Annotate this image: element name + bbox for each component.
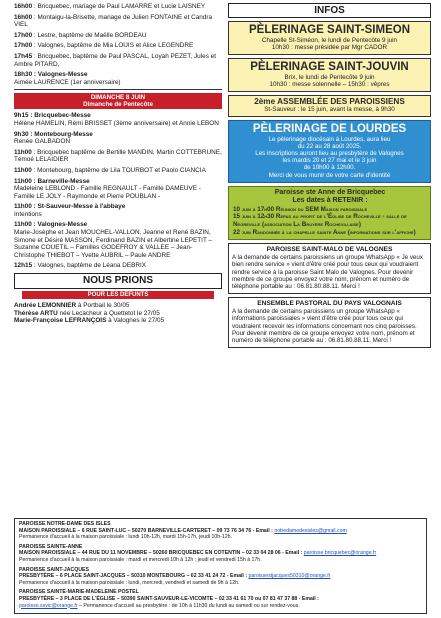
schedule-entry: 12h15 : Valognes, baptême de Léana DEBRIX	[14, 262, 147, 270]
defunts-band: POUR LES DÉFUNTS	[22, 291, 214, 299]
schedule-entry: 9h15 : Bricquebec-Messe Hélène HAMELIN, Rémi BRISSET (3ème anniversaire) et Annie LEBON	[14, 112, 219, 127]
lourdes-text: Le pèlerinage diocésain à Lourdes, aura lieu du 22 au 28 août 2025. Les inscriptions auront lieu au presbytère de Valognes les mardis 20 et 27 mai et le 3 juin de 10h00 à 12h00. Merci de vous munir de votre carte d'identité	[255, 135, 404, 179]
schedule-entry: 17h45 : Bricquebec, baptême de Paul PASCAL, Loyah PEZET, Jules et Ambre PITARD,	[14, 52, 217, 68]
assemblee-box	[228, 95, 431, 117]
email-link[interactable]: paroissestjacques50310@orange.fr	[248, 573, 331, 580]
pastoral-title: ENSEMBLE PASTORAL DU PAYS VALOGNAIS	[257, 300, 402, 308]
schedule-entry: 11h00 : St-Sauveur-Messe à l'abbaye Intentions	[14, 203, 126, 218]
sainte-anne-subtitle: Les dates à RETENIR :	[292, 197, 368, 205]
infos-heading: INFOS	[228, 3, 431, 18]
parish-name: PAROISSE SAINT-JACQUES	[19, 566, 89, 573]
assemblee-text: St-Sauveur : le 15 juin, avant la messe, à 9h30	[264, 106, 395, 114]
email-link[interactable]: paroisse.bricquebec@orange.fr	[303, 550, 377, 557]
left-column	[14, 3, 222, 325]
divider	[14, 89, 222, 90]
date-item: 10 juin à 17h00 Réunion du SEM Maison paroissiale	[233, 205, 368, 213]
sainte-anne-title: Paroisse ste Anne de Bricquebec	[274, 188, 386, 196]
simeon-text: Chapelle St-Siméon, le lundi de Pentecôte 9 juin 10h30 : messe présidée par Mgr CADOR	[261, 37, 398, 52]
email-link[interactable]: paroisse.ssvic@orange.fr	[19, 602, 78, 609]
prions-heading: NOUS PRIONS	[14, 273, 222, 289]
parish-address: MAISON PAROISSIALE – 44 RUE DU 11 NOVEMBRE – 50260 BRICQUEBEC EN COTENTIN – 02 33 04 28 06 - Email : paroisse.bricquebec@orange.fr	[19, 550, 377, 557]
right-column	[228, 3, 431, 351]
parish-contacts-footer	[14, 518, 427, 614]
parish-address: MAISON PAROISSIALE – 6 RUE SAINT-LUC – 50270 BARNEVILLE-CARTERET – 09 73 76 34 76 - Email : notredamedesisles@gmail.com	[19, 527, 347, 534]
email-link[interactable]: notredamedesisles@gmail.com	[274, 527, 347, 534]
jouvin-text: Brix, le lundi de Pentecôte 9 juin 10h30 : messe solennelle – 15h30 : vêpres	[269, 73, 390, 89]
sainte-anne-box	[228, 186, 431, 240]
pastoral-text: A la demande de certains paroissiens un groupe WhatsApp « informations paroissiales » vient d'être créé pour tous ceux qui voudraient recevoir les informations concernant nos cinq paroisses. Pour devenir membre de ce groupe envoyez votre nom, prénom et numéro de téléphone portable au : 06.81.80.88.11. Merci !	[232, 308, 417, 344]
sunday-band: DIMANCHE 8 JUIN Dimanche de Pentecôte	[14, 93, 222, 109]
schedule-entry: 11h00 : Bricquebec baptême de Bertille MANDIN, Martin COTTEBRUNE, Témoé LELAIDIER	[14, 148, 222, 164]
jouvin-box	[228, 58, 431, 92]
lourdes-title: PÈLERINAGE DE LOURDES	[252, 122, 407, 135]
parish-hours: Permanence d'accueil à la maison paroissiale : lundi 10h-12h, mardi 15h-17h, jeudi 10h-12h.	[19, 534, 232, 541]
saint-malo-box	[228, 243, 431, 294]
parish-name: PAROISSE SAINTE-MARIE-MADELEINE POSTEL	[19, 589, 139, 596]
parish-hours: Permanence d'accueil à la maison paroissiale : lundi, mercredi, vendredi et samedi de 9h à 12h.	[19, 579, 240, 586]
schedule-entry: 17h00 : Valognes, baptême de Mia LOUIS et Alice LEGENDRE	[14, 42, 194, 50]
defunt-entry: Thérèse ARTU née Lecacheur à Quettetot le 27/05	[14, 309, 160, 317]
jouvin-title: PÈLERINAGE SAINT-JOUVIN	[250, 60, 409, 73]
assemblee-title: 2ème ASSEMBLÉE DES PAROISSIENS	[254, 96, 405, 106]
parish-address: PRESBYTÈRE – 3 PLACE DE L'ÉGLISE – 50390 SAINT-SAUVEUR-LE-VICOMTE – 02 33 41 61 70 ou 07 81 47 37 88 - Email :	[19, 595, 319, 602]
date-item: 22 juin Randonnée à la chapelle sainte Anne (informations sur l'affiche)	[233, 228, 416, 236]
schedule-entry: 17h00 : Lestre, baptême de Maëlle BORDEAU	[14, 31, 147, 39]
schedule-entry: 16h00 : Bricquebec, mariage de Paul LAMARRE et Lucie LAISNEY	[14, 3, 206, 10]
saint-malo-text: A la demande de certains paroissiens un groupe WhatsApp « Je veux bien rendre service » vient d'être créé pour tous ceux qui voudraient rendre service à la paroisse Saint Malo de Valognes. Pour devenir membre de ce groupe envoyez votre nom, prénom et numéro de téléphone portable au : 06.81.80.88.11. Merci !	[232, 254, 423, 290]
saint-malo-title: PAROISSE SAINT-MALO DE VALOGNES	[266, 246, 393, 254]
schedule-entry: Aimée LAURENCE (1er anniversaire)	[14, 78, 121, 86]
defunt-entry: Marie-Françoise LEFRANÇOIS à Valognes le 27/05	[14, 317, 165, 325]
schedule-entry: 11h00 : Montebourg, baptême de Lila TOURBOT et Paolo CIANCIA	[14, 166, 206, 174]
pastoral-box	[228, 297, 431, 348]
simeon-box	[228, 21, 431, 55]
schedule-entry: 18h30 : Valognes-Messe	[14, 71, 88, 79]
date-item: 15 juin à 12h30 Repas au profit de l'Église de Rocheville - salle de Negreville (association La Bruyère Rochevillaise)	[233, 213, 407, 228]
simeon-title: PÈLERINAGE SAINT-SIMEON	[248, 24, 411, 36]
schedule-entry: 11h00 : Barneville-Messe Madeleine LEBLOND - Famille REGNAULT - Famille DAMEUVE - Famille LE JOLY - Raymonde et Pierre POUBLAN -	[14, 177, 201, 200]
lourdes-box	[228, 120, 431, 183]
parish-hours: Permanence d'accueil à la maison paroissiale : mardi et mercredi 10h à 12h ; jeudi et vendredi 15h à 17h.	[19, 556, 262, 563]
schedule-entry: 11h00 : Valognes-Messe Marie-Josèphe et Jean MOUCHEL-VALLON, Jeanne et René BAZIN, Simone et Désiré MASSON, Ferdinand BAZIN et Albertine LEPETIT – Suzanne COUETIL – Familles GODEFROY & VALLEE – Jean-Christophe THIEBOT – Yvette AUBRIL – Paule ANDRE	[14, 221, 213, 259]
parish-name: PAROISSE NOTRE-DAME DES ISLES	[19, 521, 111, 527]
schedule-entry: 9h30 : Montebourg-Messe Renée GALBADON	[14, 130, 93, 146]
parish-name: PAROISSE SAINTE-ANNE	[19, 543, 83, 550]
parish-address: PRESBYTÈRE – 6 PLACE SAINT-JACQUES – 50310 MONTEBOURG – 02 33 41 24 72 - Email : paroissestjacques50310@orange.fr	[19, 573, 331, 580]
defunt-entry: Andrée LEMONNIER à Portbail le 30/05	[14, 302, 130, 310]
parish-hours: paroisse.ssvic@orange.fr – Permanence d'accueil au presbytère : de 10h à 11h30 du lundi au samedi ou sur rendez-vous.	[19, 602, 300, 609]
schedule-entry: 16h00 : Montaigu-la-Brisette, mariage de Julien FONTAINE et Candra VIEL	[14, 13, 213, 29]
